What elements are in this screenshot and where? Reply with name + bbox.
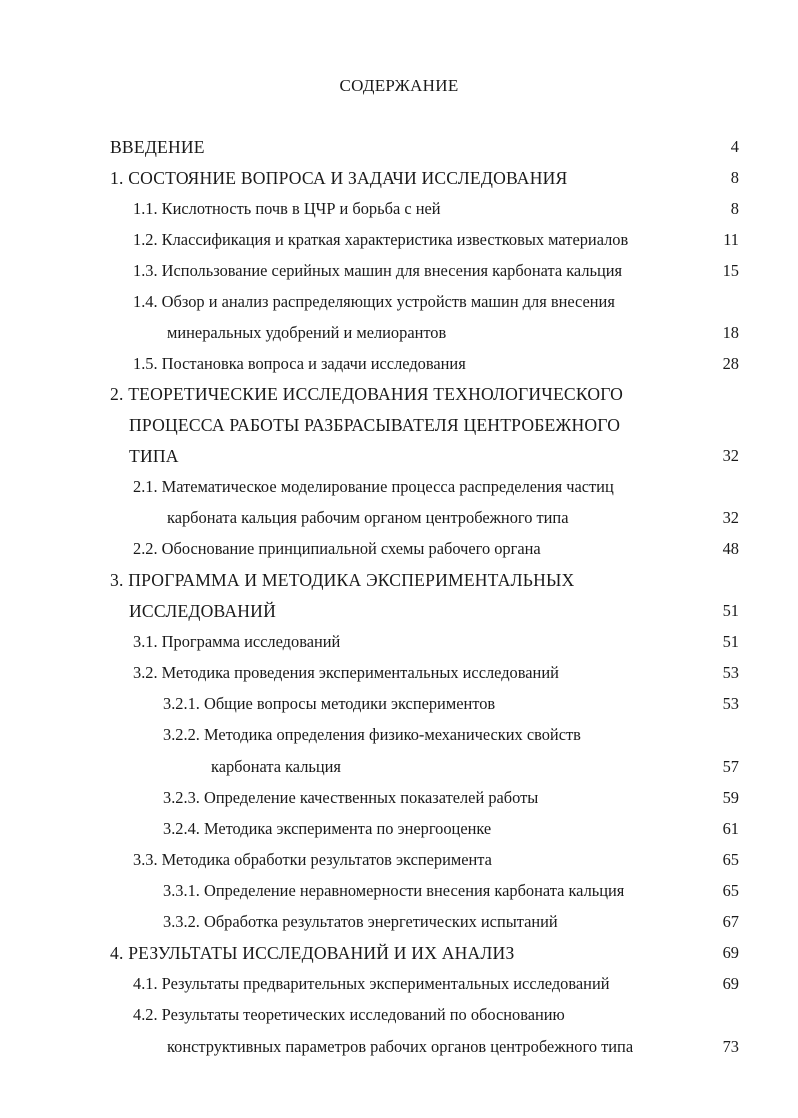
toc-chapter-label: 1. СОСТОЯНИЕ ВОПРОСА И ЗАДАЧИ ИССЛЕДОВАНИЯ	[110, 168, 568, 188]
toc-section-label: 3.2. Методика проведения экспериментальных исследований	[133, 663, 559, 682]
toc-page-number: 65	[722, 881, 739, 900]
toc-page-number: 48	[722, 539, 739, 558]
toc-section-label: 1.1. Кислотность почв в ЦЧР и борьба с ней	[133, 199, 441, 218]
toc-chapter-label-continuation: ИССЛЕДОВАНИЙ	[129, 601, 276, 621]
toc-page-number: 65	[722, 850, 739, 869]
toc-page-number: 8	[730, 168, 739, 187]
toc-chapter-label-continuation: ТИПА	[129, 446, 179, 466]
toc-section-label: 1.3. Использование серийных машин для внесения карбоната кальция	[133, 261, 623, 280]
toc-page-number: 11	[723, 230, 739, 249]
toc-page-number: 32	[722, 446, 739, 465]
toc-subsection-label-continuation: карбоната кальция	[211, 757, 341, 776]
toc-section-label-continuation: карбоната кальция рабочим органом центробежного типа	[167, 508, 569, 527]
toc-subsection-label: 3.3.1. Определение неравномерности внесения карбоната кальция	[163, 881, 625, 900]
toc-section-label: 4.1. Результаты предварительных экспериментальных исследований	[133, 974, 610, 993]
toc-page-number: 18	[722, 323, 739, 342]
toc-subsection-label: 3.2.4. Методика эксперимента по энергооценке	[163, 819, 492, 838]
toc-page-number: 51	[722, 632, 739, 651]
toc-page-number: 57	[722, 757, 739, 776]
toc-page-number: 69	[722, 943, 739, 962]
toc-page-number: 28	[722, 354, 739, 373]
toc-page-number: 59	[722, 788, 739, 807]
toc-section-label-continuation: минеральных удобрений и мелиорантов	[167, 323, 447, 342]
toc-section-label: 1.2. Классификация и краткая характеристика известковых материалов	[133, 230, 629, 249]
toc-page-number: 4	[730, 137, 739, 156]
toc-section-label: 1.4. Обзор и анализ распределяющих устройств машин для внесения	[133, 292, 615, 311]
toc-section-label: 3.1. Программа исследований	[133, 632, 341, 651]
toc-chapter-label-continuation: ПРОЦЕССА РАБОТЫ РАЗБРАСЫВАТЕЛЯ ЦЕНТРОБЕЖНОГО	[129, 415, 621, 435]
toc-section-label: 3.3. Методика обработки результатов эксперимента	[133, 850, 492, 869]
toc-page-number: 69	[722, 974, 739, 993]
toc-page-number: 73	[722, 1037, 739, 1056]
toc-chapter-label: 2. ТЕОРЕТИЧЕСКИЕ ИССЛЕДОВАНИЯ ТЕХНОЛОГИЧЕСКОГО	[110, 384, 624, 404]
toc-section-label: 1.5. Постановка вопроса и задачи исследования	[133, 354, 466, 373]
toc-subsection-label: 3.2.3. Определение качественных показателей работы	[163, 788, 539, 807]
toc-page-number: 53	[722, 663, 739, 682]
toc-chapter-label: 3. ПРОГРАММА И МЕТОДИКА ЭКСПЕРИМЕНТАЛЬНЫХ	[110, 570, 575, 590]
toc-section-label: 4.2. Результаты теоретических исследований по обоснованию	[133, 1005, 565, 1024]
toc-page-number: 61	[722, 819, 739, 838]
toc-page-number: 32	[722, 508, 739, 527]
toc-page-number: 67	[722, 912, 739, 931]
toc-subsection-label: 3.2.1. Общие вопросы методики экспериментов	[163, 694, 496, 713]
toc-section-label-continuation: конструктивных параметров рабочих органов центробежного типа	[167, 1037, 634, 1056]
toc-page-number: 15	[722, 261, 739, 280]
toc-page-number: 53	[722, 694, 739, 713]
toc-section-label: 2.1. Математическое моделирование процесса распределения частиц	[133, 477, 614, 496]
toc-page-number: 51	[722, 601, 739, 620]
page-title: СОДЕРЖАНИЕ	[339, 76, 459, 95]
toc-section-label: 2.2. Обоснование принципиальной схемы рабочего органа	[133, 539, 541, 558]
toc-subsection-label: 3.3.2. Обработка результатов энергетических испытаний	[163, 912, 558, 931]
toc-subsection-label: 3.2.2. Методика определения физико-механических свойств	[163, 725, 581, 744]
toc-chapter-label: 4. РЕЗУЛЬТАТЫ ИССЛЕДОВАНИЙ И ИХ АНАЛИЗ	[110, 943, 515, 963]
toc-page-number: 8	[730, 199, 739, 218]
toc-entry-label: ВВЕДЕНИЕ	[110, 137, 205, 157]
